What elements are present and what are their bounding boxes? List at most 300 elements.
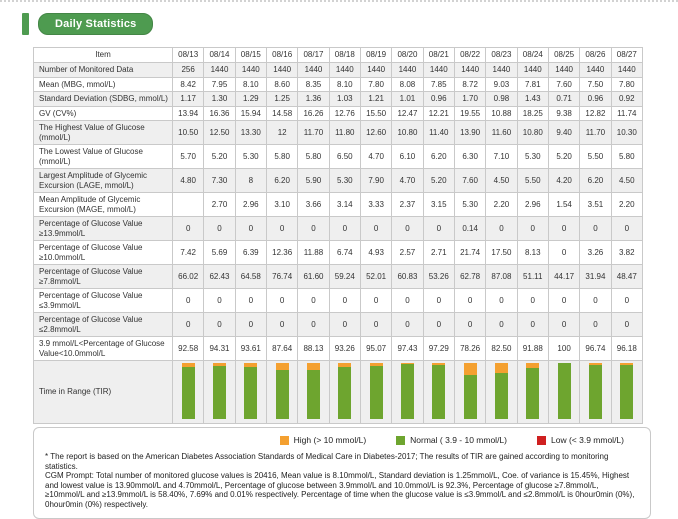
cell-value: 5.80: [298, 145, 329, 169]
cell-value: 96.18: [611, 337, 642, 361]
cell-value: 2.96: [517, 193, 548, 217]
cell-value: 11.60: [486, 121, 517, 145]
tir-bar-cell: [360, 361, 391, 424]
cell-value: 7.60: [454, 169, 485, 193]
cell-value: 2.20: [611, 193, 642, 217]
cell-value: 1440: [548, 63, 579, 78]
table-row: [34, 193, 643, 217]
cell-value: 5.30: [454, 193, 485, 217]
footnote-line-2: CGM Prompt: Total number of monitored glucose values is 20416, Mean value is 8.10mmol/L, Standard deviation is 1.25mmol/L, Coe. of variance is 15.45%, Highest and lowest value is 13.90mmol/L and 4.70mmol/L, Percentage of glucose between 3.9mmol/L and 10.0mmol/L is 92.3%, Percentage of glucose ≥7.8mmol/L, ≥10mmol/L and ≥13.9mmol/L is 58.40%, 7.69% and 0.01% respectively. Percentage of time when the glucose value is ≤3.9mmol/L and ≤2.8mmol/L is 0hour0min (0%), 0hour0min (0%) respectively.: [45, 471, 635, 509]
section-accent-bar: [22, 13, 29, 35]
cell-value: 8.72: [454, 77, 485, 92]
page-title: Daily Statistics: [38, 13, 153, 35]
cell-value: 82.50: [486, 337, 517, 361]
tir-bar-cell: [298, 361, 329, 424]
cell-value: 1.17: [173, 92, 204, 107]
cell-value: 0: [423, 289, 454, 313]
cell-value: 9.38: [548, 106, 579, 121]
cell-value: 5.20: [548, 145, 579, 169]
tir-legend: [45, 433, 640, 448]
bar-segment-normal: [620, 365, 633, 419]
cell-value: 10.80: [392, 121, 423, 145]
tir-bar-cell: [204, 361, 235, 424]
section-header: [22, 13, 678, 35]
tir-stacked-bar: [432, 363, 445, 419]
table-row: [34, 121, 643, 145]
cell-value: 4.93: [360, 241, 391, 265]
table-row: [34, 169, 643, 193]
tir-bar-cell: [517, 361, 548, 424]
cell-value: 0: [548, 313, 579, 337]
table-row: [34, 289, 643, 313]
cell-value: 59.24: [329, 265, 360, 289]
tir-bar-cell: [611, 361, 642, 424]
tir-bar-cell: [454, 361, 485, 424]
cell-value: 5.30: [329, 169, 360, 193]
tir-bar-cell: [266, 361, 297, 424]
cell-value: 8.10: [329, 77, 360, 92]
legend-item-normal: [396, 435, 507, 445]
row-label: The Highest Value of Glucose (mmol/L): [34, 121, 173, 145]
cell-value: 6.20: [423, 145, 454, 169]
cell-value: 1.43: [517, 92, 548, 107]
date-column-header: 08/14: [204, 48, 235, 63]
cell-value: 0: [298, 289, 329, 313]
cell-value: 0.14: [454, 217, 485, 241]
cell-value: 0: [517, 289, 548, 313]
cell-value: 1.36: [298, 92, 329, 107]
item-column-header: Item: [34, 48, 173, 63]
cell-value: 0: [517, 313, 548, 337]
cell-value: 7.30: [204, 169, 235, 193]
tir-stacked-bar: [370, 363, 383, 419]
bar-segment-normal: [589, 365, 602, 419]
cell-value: 9.40: [548, 121, 579, 145]
date-column-header: 08/17: [298, 48, 329, 63]
cell-value: 13.30: [235, 121, 266, 145]
cell-value: 95.07: [360, 337, 391, 361]
cell-value: 0.71: [548, 92, 579, 107]
date-column-header: 08/19: [360, 48, 391, 63]
cell-value: 5.69: [204, 241, 235, 265]
table-row: [34, 106, 643, 121]
tir-stacked-bar: [401, 363, 414, 419]
cell-value: 12.50: [204, 121, 235, 145]
cell-value: 5.20: [204, 145, 235, 169]
cell-value: 1440: [329, 63, 360, 78]
cell-value: 7.80: [360, 77, 391, 92]
cell-value: 97.29: [423, 337, 454, 361]
tir-bar-cell: [423, 361, 454, 424]
date-column-header: 08/23: [486, 48, 517, 63]
cell-value: 8.08: [392, 77, 423, 92]
cell-value: 62.78: [454, 265, 485, 289]
cell-value: 1.30: [204, 92, 235, 107]
cell-value: 6.50: [329, 145, 360, 169]
cell-value: 0: [173, 289, 204, 313]
cell-value: 9.03: [486, 77, 517, 92]
cell-value: 8.60: [266, 77, 297, 92]
cell-value: 8: [235, 169, 266, 193]
row-label: Percentage of Glucose Value ≤2.8mmol/L: [34, 313, 173, 337]
cell-value: 0: [454, 289, 485, 313]
cell-value: 1440: [611, 63, 642, 78]
cell-value: 31.94: [580, 265, 611, 289]
cell-value: 6.30: [454, 145, 485, 169]
cell-value: 2.37: [392, 193, 423, 217]
cell-value: 2.57: [392, 241, 423, 265]
cell-value: 5.90: [298, 169, 329, 193]
cell-value: 8.10: [235, 77, 266, 92]
daily-statistics-table: [33, 47, 643, 424]
bar-segment-normal: [432, 365, 445, 420]
bar-segment-high: [307, 363, 320, 370]
cell-value: 0: [611, 313, 642, 337]
cell-value: 0: [580, 313, 611, 337]
cell-value: 1.03: [329, 92, 360, 107]
high-swatch-icon: [280, 436, 289, 445]
cell-value: 1.29: [235, 92, 266, 107]
date-column-header: 08/24: [517, 48, 548, 63]
cell-value: 4.80: [173, 169, 204, 193]
tir-bar-cell: [329, 361, 360, 424]
cell-value: 51.11: [517, 265, 548, 289]
table-row: [34, 265, 643, 289]
date-column-header: 08/27: [611, 48, 642, 63]
cell-value: 13.94: [173, 106, 204, 121]
date-column-header: 08/20: [392, 48, 423, 63]
cell-value: 7.80: [611, 77, 642, 92]
tir-bar-cell: [235, 361, 266, 424]
cell-value: 6.39: [235, 241, 266, 265]
tir-bar-cell: [486, 361, 517, 424]
row-label: Standard Deviation (SDBG, mmol/L): [34, 92, 173, 107]
cell-value: 12.76: [329, 106, 360, 121]
cell-value: 0: [329, 313, 360, 337]
cell-value: 12.21: [423, 106, 454, 121]
row-label: Percentage of Glucose Value ≥7.8mmol/L: [34, 265, 173, 289]
table-row: [34, 241, 643, 265]
cell-value: 1440: [235, 63, 266, 78]
cell-value: 0: [423, 313, 454, 337]
cell-value: 88.13: [298, 337, 329, 361]
cell-value: 0: [392, 313, 423, 337]
cell-value: 1440: [517, 63, 548, 78]
row-label: Mean (MBG, mmol/L): [34, 77, 173, 92]
row-label: Mean Amplitude of Glycemic Excursion (MAGE, mmol/L): [34, 193, 173, 217]
cell-value: 97.43: [392, 337, 423, 361]
tir-stacked-bar: [464, 363, 477, 419]
cell-value: 0: [611, 217, 642, 241]
cell-value: 16.36: [204, 106, 235, 121]
cell-value: 66.02: [173, 265, 204, 289]
cell-value: 17.50: [486, 241, 517, 265]
cell-value: 0: [392, 289, 423, 313]
table-body: [34, 63, 643, 424]
bar-segment-normal: [495, 373, 508, 419]
date-column-header: 08/21: [423, 48, 454, 63]
cell-value: 8.13: [517, 241, 548, 265]
cell-value: 0: [329, 289, 360, 313]
cell-value: 3.33: [360, 193, 391, 217]
cell-value: 11.40: [423, 121, 454, 145]
cell-value: 0: [266, 313, 297, 337]
cell-value: 18.25: [517, 106, 548, 121]
cell-value: 0: [580, 289, 611, 313]
row-label: GV (CV%): [34, 106, 173, 121]
cell-value: 6.74: [329, 241, 360, 265]
cell-value: 19.55: [454, 106, 485, 121]
cell-value: 76.74: [266, 265, 297, 289]
cell-value: 3.10: [266, 193, 297, 217]
cell-value: 0: [392, 217, 423, 241]
cell-value: 3.26: [580, 241, 611, 265]
tir-row: [34, 361, 643, 424]
cell-value: 5.50: [517, 169, 548, 193]
tir-stacked-bar: [213, 363, 226, 419]
cell-value: 5.20: [423, 169, 454, 193]
cell-value: 7.60: [548, 77, 579, 92]
cell-value: 44.17: [548, 265, 579, 289]
date-column-header: 08/25: [548, 48, 579, 63]
legend-label-normal: Normal ( 3.9 - 10 mmol/L): [410, 435, 507, 445]
table-row: [34, 217, 643, 241]
cell-value: 1440: [266, 63, 297, 78]
bar-segment-normal: [182, 367, 195, 419]
cell-value: 0: [548, 241, 579, 265]
tir-stacked-bar: [526, 363, 539, 419]
cell-value: 1440: [392, 63, 423, 78]
date-column-header: 08/16: [266, 48, 297, 63]
cell-value: 15.94: [235, 106, 266, 121]
cell-value: 11.74: [611, 106, 642, 121]
cell-value: 12: [266, 121, 297, 145]
date-column-header: 08/13: [173, 48, 204, 63]
cell-value: 4.70: [392, 169, 423, 193]
cell-value: 0: [298, 313, 329, 337]
cell-value: 0.96: [423, 92, 454, 107]
cell-value: 0.98: [486, 92, 517, 107]
tir-row-label: Time in Range (TIR): [34, 361, 173, 424]
cell-value: 94.31: [204, 337, 235, 361]
row-label: Number of Monitored Data: [34, 63, 173, 78]
bar-segment-high: [464, 363, 477, 375]
tir-stacked-bar: [244, 363, 257, 419]
cell-value: 0: [329, 217, 360, 241]
cell-value: 0: [173, 313, 204, 337]
cell-value: 4.20: [548, 169, 579, 193]
cell-value: 0.92: [611, 92, 642, 107]
cell-value: 7.95: [204, 77, 235, 92]
cell-value: 53.26: [423, 265, 454, 289]
cell-value: 7.85: [423, 77, 454, 92]
bar-segment-normal: [213, 366, 226, 419]
row-label: The Lowest Value of Glucose (mmol/L): [34, 145, 173, 169]
cell-value: 0: [548, 289, 579, 313]
cell-value: 52.01: [360, 265, 391, 289]
cell-value: 48.47: [611, 265, 642, 289]
cell-value: 5.80: [611, 145, 642, 169]
cell-value: 1440: [454, 63, 485, 78]
table-row: [34, 63, 643, 78]
cell-value: 3.15: [423, 193, 454, 217]
cell-value: 92.58: [173, 337, 204, 361]
cell-value: 4.70: [360, 145, 391, 169]
cell-value: 3.66: [298, 193, 329, 217]
bar-segment-normal: [276, 370, 289, 419]
row-label: Percentage of Glucose Value ≤3.9mmol/L: [34, 289, 173, 313]
cell-value: 0: [235, 289, 266, 313]
bar-segment-normal: [558, 363, 571, 419]
cell-value: 8.42: [173, 77, 204, 92]
cell-value: 10.50: [173, 121, 204, 145]
cell-value: 0: [517, 217, 548, 241]
cell-value: 100: [548, 337, 579, 361]
cell-value: 0: [486, 289, 517, 313]
cell-value: 1440: [486, 63, 517, 78]
cell-value: 11.88: [298, 241, 329, 265]
cell-value: 87.64: [266, 337, 297, 361]
cell-value: 87.08: [486, 265, 517, 289]
legend-label-low: Low (< 3.9 mmol/L): [551, 435, 624, 445]
row-label: 3.9 mmol/L<Percentage of Glucose Value<10.0mmol/L: [34, 337, 173, 361]
cell-value: 61.60: [298, 265, 329, 289]
tir-bar-cell: [392, 361, 423, 424]
cell-value: 0: [204, 313, 235, 337]
cell-value: 13.90: [454, 121, 485, 145]
cell-value: 93.61: [235, 337, 266, 361]
normal-swatch-icon: [396, 436, 405, 445]
report-footnote: [45, 452, 640, 510]
cell-value: 0: [235, 313, 266, 337]
bar-segment-normal: [307, 370, 320, 419]
cell-value: 0: [360, 289, 391, 313]
cell-value: 0: [298, 217, 329, 241]
cell-value: 0: [360, 217, 391, 241]
cell-value: 1440: [298, 63, 329, 78]
cell-value: 1.21: [360, 92, 391, 107]
cell-value: 64.58: [235, 265, 266, 289]
cell-value: 1440: [423, 63, 454, 78]
cell-value: 2.20: [486, 193, 517, 217]
cell-value: 0: [204, 217, 235, 241]
cell-value: 91.88: [517, 337, 548, 361]
cell-value: 62.43: [204, 265, 235, 289]
cell-value: 21.74: [454, 241, 485, 265]
cell-value: 1.01: [392, 92, 423, 107]
cell-value: 1440: [580, 63, 611, 78]
cell-value: [173, 193, 204, 217]
cell-value: 96.74: [580, 337, 611, 361]
cell-value: 5.30: [517, 145, 548, 169]
cell-value: 0: [611, 289, 642, 313]
cell-value: 0: [548, 217, 579, 241]
table-header-row: [34, 48, 643, 63]
tir-stacked-bar: [558, 363, 571, 419]
cell-value: 1440: [360, 63, 391, 78]
cell-value: 3.14: [329, 193, 360, 217]
legend-item-high: [280, 435, 367, 445]
date-column-header: 08/15: [235, 48, 266, 63]
cell-value: 78.26: [454, 337, 485, 361]
cell-value: 12.47: [392, 106, 423, 121]
tir-stacked-bar: [307, 363, 320, 419]
cell-value: 12.82: [580, 106, 611, 121]
cell-value: 2.70: [204, 193, 235, 217]
legend-item-low: [537, 435, 624, 445]
cell-value: 0: [235, 217, 266, 241]
tir-bar-cell: [173, 361, 204, 424]
cell-value: 14.58: [266, 106, 297, 121]
cell-value: 8.35: [298, 77, 329, 92]
cell-value: 7.42: [173, 241, 204, 265]
tir-stacked-bar: [495, 363, 508, 419]
row-label: Percentage of Glucose Value ≥13.9mmol/L: [34, 217, 173, 241]
cell-value: 6.20: [580, 169, 611, 193]
cell-value: 0: [204, 289, 235, 313]
cell-value: 10.30: [611, 121, 642, 145]
cell-value: 0: [486, 217, 517, 241]
cell-value: 3.51: [580, 193, 611, 217]
cell-value: 7.50: [580, 77, 611, 92]
cell-value: 0: [266, 289, 297, 313]
cell-value: 0: [360, 313, 391, 337]
table-row: [34, 145, 643, 169]
cell-value: 12.60: [360, 121, 391, 145]
cell-value: 1440: [204, 63, 235, 78]
cell-value: 11.80: [329, 121, 360, 145]
bar-segment-high: [276, 363, 289, 370]
cell-value: 5.70: [173, 145, 204, 169]
cell-value: 10.88: [486, 106, 517, 121]
cell-value: 6.20: [266, 169, 297, 193]
cell-value: 12.36: [266, 241, 297, 265]
bar-segment-normal: [401, 364, 414, 419]
cell-value: 4.50: [611, 169, 642, 193]
cell-value: 16.26: [298, 106, 329, 121]
row-label: Percentage of Glucose Value ≥10.0mmol/L: [34, 241, 173, 265]
cell-value: 1.70: [454, 92, 485, 107]
cell-value: 10.80: [517, 121, 548, 145]
cell-value: 6.10: [392, 145, 423, 169]
table-row: [34, 313, 643, 337]
table-row: [34, 92, 643, 107]
cell-value: 15.50: [360, 106, 391, 121]
cell-value: 7.81: [517, 77, 548, 92]
cell-value: 5.30: [235, 145, 266, 169]
cell-value: 0: [580, 217, 611, 241]
tir-bar-cell: [580, 361, 611, 424]
bar-segment-normal: [464, 375, 477, 419]
table-row: [34, 77, 643, 92]
cell-value: 4.50: [486, 169, 517, 193]
legend-label-high: High (> 10 mmol/L): [293, 435, 367, 445]
cell-value: 256: [173, 63, 204, 78]
bar-segment-normal: [338, 367, 351, 419]
tir-stacked-bar: [620, 363, 633, 419]
tir-stacked-bar: [276, 363, 289, 419]
tir-bar-cell: [548, 361, 579, 424]
row-label: Largest Amplitude of Glycemic Excursion (LAGE, mmol/L): [34, 169, 173, 193]
bar-segment-normal: [526, 368, 539, 419]
cell-value: 5.80: [266, 145, 297, 169]
date-column-header: 08/22: [454, 48, 485, 63]
low-swatch-icon: [537, 436, 546, 445]
cell-value: 1.54: [548, 193, 579, 217]
cell-value: 93.26: [329, 337, 360, 361]
cell-value: 0: [423, 217, 454, 241]
cell-value: 7.90: [360, 169, 391, 193]
